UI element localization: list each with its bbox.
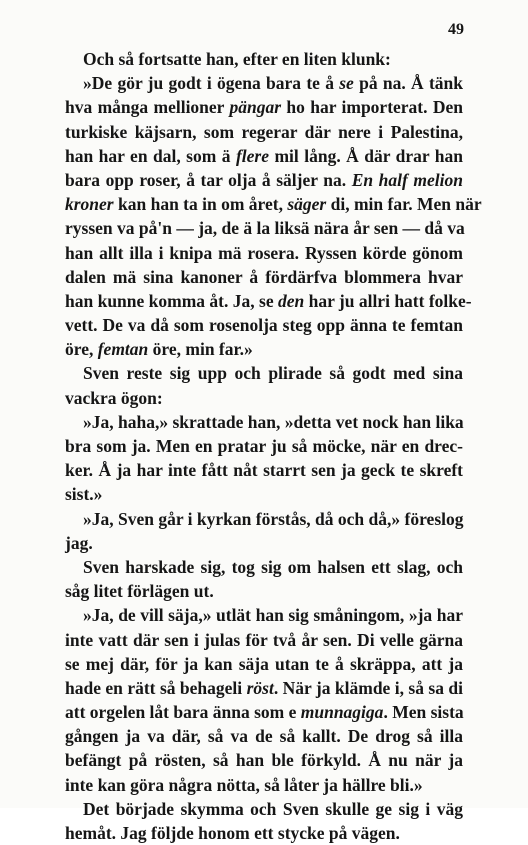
text-line: jag. — [65, 532, 93, 553]
text-line: inte kan göra några nötta, så låter ja hällre bli.» — [65, 774, 423, 795]
text-line: inte vatt där sen i julas för två år sen. Di velle gärna — [65, 629, 463, 650]
text-line: sist.» — [65, 484, 103, 505]
text-line: han har en dal, som ä flere mil lång. Å där drar han — [65, 145, 463, 166]
text-line: han allt illa i knipa mä rosera. Ryssen körde gönom — [65, 242, 463, 263]
text-line: kroner kan han ta in om året, säger di, min far. Men när — [65, 194, 482, 215]
text-line: såg litet förlägen ut. — [65, 581, 214, 602]
text-line: bra som ja. Men en pratar ju så möcke, när en drec- — [65, 436, 463, 456]
text-line: hade en rätt så behageli röst. När ja klämde i, så sa di — [65, 677, 463, 698]
text-line: han kunne komma åt. Ja, se den har ju allri hatt folke- — [65, 290, 472, 311]
text-line: ker. Å ja har inte fått nåt starrt sen ja geck te skreft — [65, 460, 463, 481]
text-line: ryssen va på'n — ja, de ä la liksä nära år sen — då va — [65, 218, 465, 239]
text-line: Sven harskade sig, tog sig om halsen ett slag, och — [83, 556, 463, 577]
text-line: Det började skymma och Sven skulle ge sig i väg — [83, 798, 463, 819]
text-line: hva många mellioner pängar ho har importerat. Den — [65, 97, 463, 118]
text-line: »Ja, Sven går i kyrkan förstås, då och då,» föreslog — [83, 508, 464, 529]
text-line: »De gör ju godt i ögena bara te å se på na. Å tänk — [83, 73, 463, 94]
text-line: Sven reste sig upp och plirade så godt med sina — [83, 363, 463, 384]
text-line: att orgelen låt bara änna som e munnagiga. Men sista — [65, 702, 464, 723]
text-line: vett. De va då som rosenolja steg opp änna te femtan — [65, 315, 463, 336]
text-line: se mej där, för ja kan säja utan te å skräppa, att ja — [65, 653, 463, 674]
text-line: befängt på rösten, så han ble förkyld. Å nu när ja — [65, 750, 463, 771]
page-number: 49 — [448, 21, 464, 38]
text-line: »Ja, haha,» skrattade han, »detta vet nock han lika — [83, 411, 464, 432]
text-line: bara opp roser, å tar olja å säljer na. En half melion — [65, 169, 464, 190]
body-text — [65, 47, 482, 845]
text-line: gången ja va där, så va de så kallt. De drog så illa — [65, 726, 463, 747]
text-line: vackra ögon: — [65, 387, 163, 408]
text-line: turkiske käjsarn, som regerar där nere i Palestina, — [65, 121, 463, 142]
text-line: dalen mä sina kanoner å fördärfva blommera hvar — [65, 266, 463, 287]
text-line: »Ja, de vill säja,» utlät han sig småningom, »ja har — [83, 605, 463, 626]
text-line: hemåt. Jag följde honom ett stycke på vägen. — [65, 823, 400, 843]
text-line: Och så fortsatte han, efter en liten klunk: — [83, 49, 391, 69]
text-line: öre, femtan öre, min far.» — [65, 339, 253, 360]
